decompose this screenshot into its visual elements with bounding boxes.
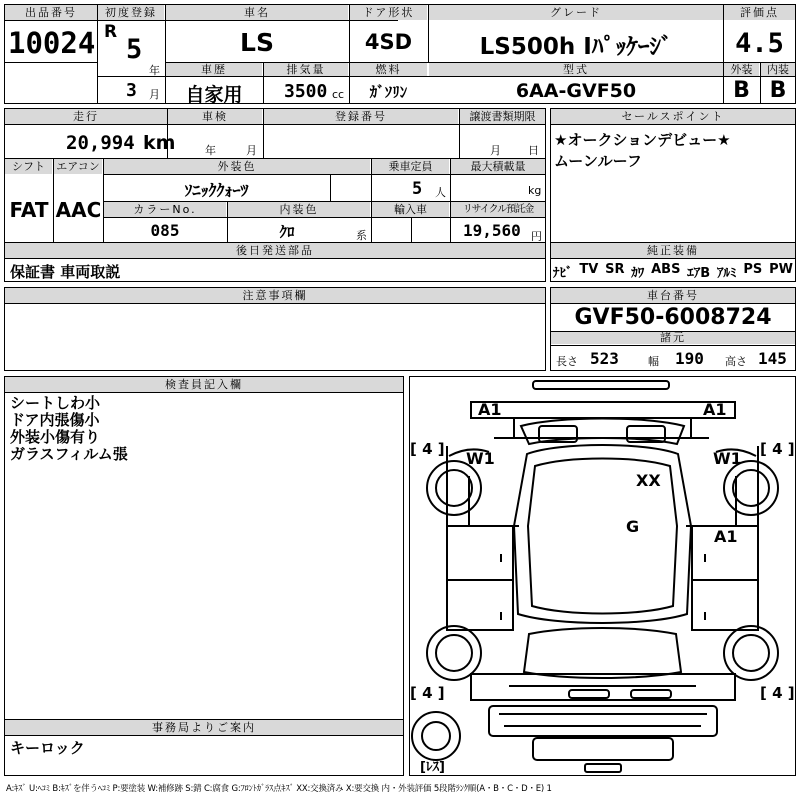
displacement-unit: cc [332,88,345,101]
load-unit: kg [528,184,542,197]
equipment-ps: PS [743,262,763,277]
shift-type: FAT [9,198,49,222]
model-header: 型式 [429,63,723,76]
month-unit: 月 [149,88,160,101]
inspection-year-unit: 年 [205,144,216,157]
exterior-color: ｿﾆｯｸｸｫｰﾂ [184,181,249,200]
equipment-alloy: ｱﾙﾐ [717,266,737,281]
tire-tread-front-left: [ 4 ] [410,440,445,458]
capacity: 5 [412,179,423,199]
exterior-header: 外装 [724,63,759,76]
mileage-unit: km [143,132,176,154]
inspector-note-1: シートしわ小 [10,394,101,412]
transfer-deadline-header: 譲渡書類期限 [460,109,545,124]
inspector-note-3: 外装小傷有り [10,428,101,446]
interior-color: ｸﾛ [279,223,295,241]
transfer-day-unit: 日 [528,144,539,157]
mileage-header: 走行 [5,109,167,124]
displacement-header: 排気量 [264,63,348,76]
equipment-pw: PW [769,262,793,277]
displacement: 3500 [284,81,328,102]
parts-header: 後日発送部品 [5,243,545,258]
height-label: 高さ [725,355,747,368]
equipment-sunroof: SR [605,262,625,277]
vehicle-history: 自家用 [185,84,243,106]
office-notice-header: 事務局よりご案内 [5,720,403,735]
parts-to-follow: 保証書 車両取説 [10,263,121,281]
interior-color-unit: 系 [356,229,367,242]
interior-color-header: 内装色 [228,202,370,217]
aircon-header: エアコン [54,159,102,174]
capacity-unit: 人 [435,186,446,199]
mileage: 20,994 [66,132,135,154]
fuel-type: ｶﾞｿﾘﾝ [369,83,408,101]
import-header: 輸入車 [372,202,449,217]
damage-mark-rear-door-right: A1 [714,527,738,546]
dimensions-header: 諸元 [551,332,795,344]
first-registration-header: 初度登録 [98,5,164,20]
shift-header: シフト [5,159,52,174]
interior-grade: B [769,78,787,103]
width-label: 幅 [648,355,659,368]
equipment-abs: ABS [651,262,681,277]
recycle-unit: 円 [531,230,542,243]
caution-header: 注意事項欄 [5,288,545,303]
registration-era: R [104,22,118,42]
door-type-header: ドア形状 [350,5,427,20]
spare-tire-status: [ﾚｽ] [420,760,445,775]
capacity-header: 乗車定員 [372,159,449,174]
recycle-deposit-header: リサイクル預託金 [451,202,545,217]
score-header: 評価点 [724,5,795,20]
length-value: 523 [590,349,619,368]
tire-tread-rear-left: [ 4 ] [410,684,445,702]
height-value: 145 [758,349,787,368]
chassis-number: GVF50-6008724 [574,305,772,330]
exterior-color-header: 外装色 [104,159,370,174]
legend: A:ｷｽﾞ U:ﾍｺﾐ B:ｷｽﾞを伴うﾍｺﾐ P:要塗装 W:補修跡 S:錆 C:腐食 G:ﾌﾛﾝﾄｶﾞﾗｽ点ｷｽﾞ XX:交換済み X:要交換 内・外装評価 5段階ﾗﾝｸ順(A・B・C・D・E) 1 [6,784,552,794]
equipment-leather: ｶﾜ [631,266,645,281]
damage-mark-front-right: A1 [703,400,727,419]
sales-point-line-1: ★オークションデビュー★ [554,131,731,149]
interior-header: 内装 [761,63,795,76]
equipment-header: 純正装備 [551,243,795,258]
office-notice: キーロック [10,739,85,757]
grade-header: グレード [429,5,723,20]
grade: LS500h Iﾊﾟｯｹｰｼﾞ [479,34,673,60]
year-unit: 年 [149,64,160,77]
color-number-header: カラーNo. [104,202,226,217]
chassis-number-header: 車台番号 [551,288,795,303]
inspection-month-unit: 月 [246,144,257,157]
car-body-diagram [409,376,796,776]
damage-mark-glass: G [626,517,640,536]
equipment-tv: TV [579,262,599,277]
max-load-header: 最大積載量 [451,159,545,174]
damage-mark-wheel-left: W1 [466,449,495,468]
transfer-month-unit: 月 [490,144,501,157]
sales-point-header: セールスポイント [551,109,795,124]
length-label: 長さ [556,355,578,368]
inspector-note-4: ガラスフィルム張 [10,445,128,463]
car-name-header: 車名 [166,5,348,20]
damage-mark-front-left: A1 [478,400,502,419]
recycle-deposit: 19,560 [463,221,521,240]
model-code: 6AA-GVF50 [515,80,637,102]
car-name: LS [240,28,274,57]
registration-year: 5 [126,34,143,65]
lot-number: 10024 [8,26,96,60]
damage-mark-roof: XX [636,471,661,490]
aircon-type: AAC [55,198,102,222]
inspection-header: 車検 [168,109,262,124]
fuel-header: 燃料 [350,63,427,76]
tire-tread-rear-right: [ 4 ] [760,684,795,702]
overall-score: 4.5 [735,28,784,59]
exterior-grade: B [733,78,750,103]
lot-number-header: 出品番号 [5,5,97,20]
inspector-note-2: ドア内張傷小 [10,411,100,429]
registration-month: 3 [126,80,137,101]
tire-tread-front-right: [ 4 ] [760,440,795,458]
door-type: 4SD [364,30,413,54]
width-value: 190 [675,349,704,368]
color-number: 085 [150,221,180,240]
equipment-navi: ﾅﾋﾞ [553,266,573,281]
sales-point-line-2: ムーンルーフ [554,152,642,170]
inspector-header: 検査員記入欄 [5,377,403,392]
equipment-list [553,262,793,281]
registration-number-header: 登録番号 [264,109,458,124]
damage-mark-wheel-right: W1 [713,449,742,468]
equipment-airbag: ｴｱB [687,266,711,281]
history-header: 車歴 [166,63,262,76]
